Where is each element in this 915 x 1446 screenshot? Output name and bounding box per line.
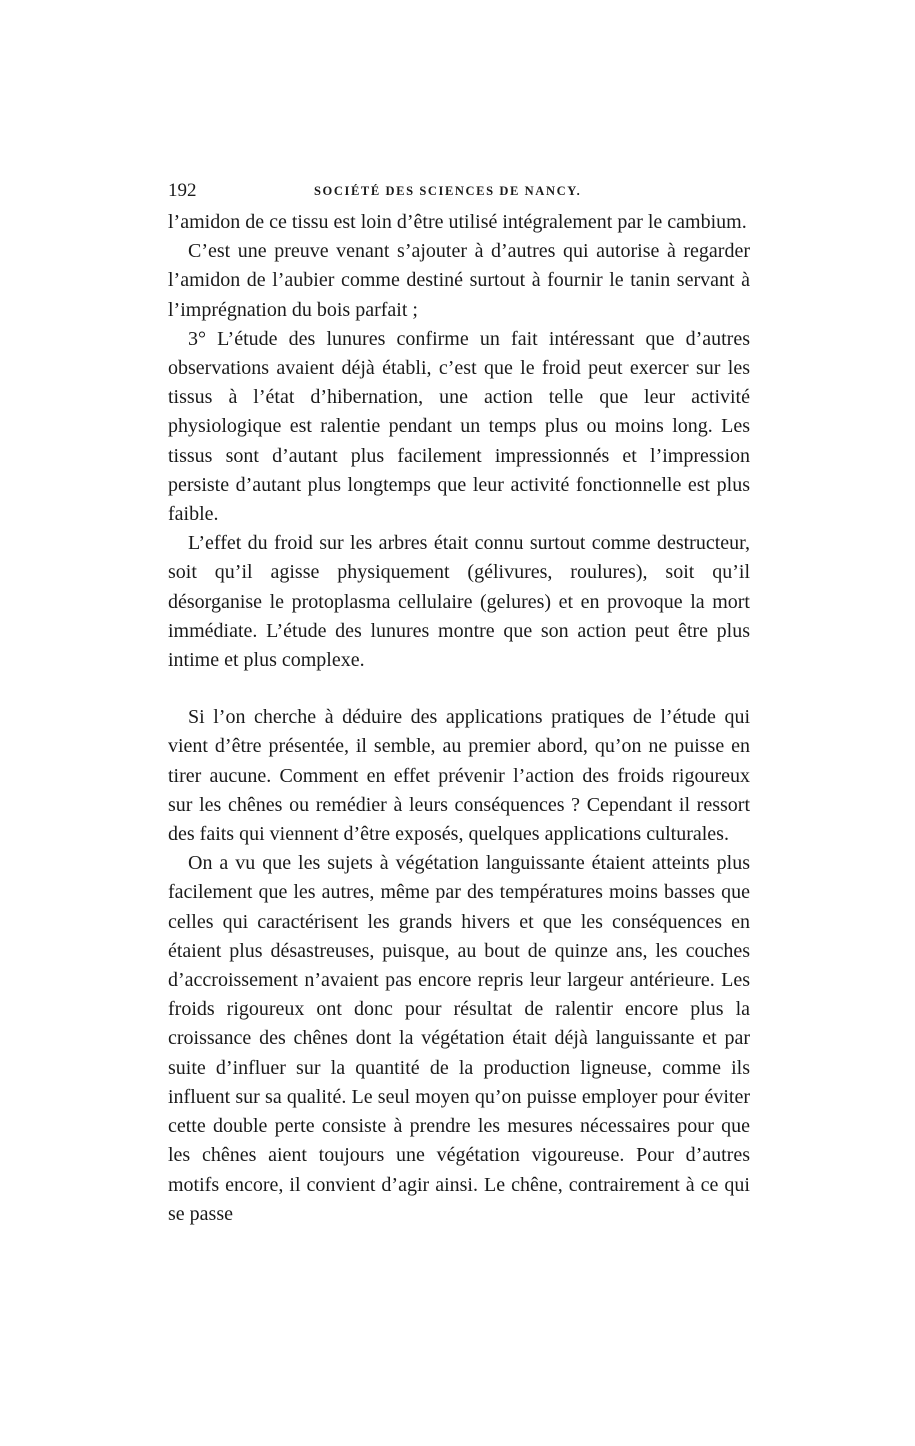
paragraph: Si l’on cherche à déduire des applications pratiques de l’étude qui vient d’être présentée, il semble, au premier abord, qu’on ne puisse en tirer aucune. Comment en effet prévenir l’action des froids rigoureux sur les chênes ou remédier à leurs conséquences ? Cependant il ressort des faits qui viennent d’être exposés, quelques applications culturales.: [168, 706, 750, 846]
paragraph-continued: l’amidon de ce tissu est loin d’être utilisé intégralement par le cambium.: [168, 211, 747, 233]
paragraph: C’est une preuve venant s’ajouter à d’autres qui autorise à regarder l’amidon de l’aubier comme destiné surtout à fournir le tanin servant à l’imprégnation du bois parfait ;: [168, 240, 750, 321]
running-head: [168, 178, 750, 208]
paragraph: On a vu que les sujets à végétation languissante étaient atteints plus facilement que les autres, même par des températures moins basses que celles qui caractérisent les grands hivers et que les conséquences en étaient plus désastreuses, puisque, au bout de quinze ans, les couches d’accroissement n’avaient pas encore repris leur largeur antérieure. Les froids rigoureux ont donc pour résultat de ralentir encore plus la croissance des chênes dont la végétation était déjà languissante et par suite d’influer sur la quantité de la production ligneuse, comme ils influent sur sa qualité. Le seul moyen qu’on puisse employer pour éviter cette double perte consiste à prendre les mesures nécessaires pour que les chênes aient toujours une végétation vigoureuse. Pour d’autres motifs encore, il convient d’agir ainsi. Le chêne, contrairement à ce qui se passe: [168, 852, 750, 1225]
page-body: [168, 178, 750, 1229]
page-number: 192: [168, 180, 197, 201]
journal-title: SOCIÉTÉ DES SCIENCES DE NANCY.: [314, 184, 582, 198]
section-break: [168, 675, 750, 703]
paragraph-numbered-point-3: 3° L’étude des lunures confirme un fait intéressant que d’autres observations avaient déjà établi, c’est que le froid peut exercer sur les tissus à l’état d’hibernation, une action telle que leur activité physiologique est ralentie pendant un temps plus ou moins long. Les tissus sont d’autant plus facilement impressionnés et l’impression persiste d’autant plus longtemps que leur activité fonctionnelle est plus faible.: [168, 327, 750, 526]
paragraph: L’effet du froid sur les arbres était connu surtout comme destructeur, soit qu’il agisse physiquement (gélivures, roulures), soit qu’il désorganise le protoplasma cellulaire (gelures) et en provoque la mort immédiate. L’étude des lunures montre que son action peut être plus intime et plus complexe.: [168, 532, 750, 672]
